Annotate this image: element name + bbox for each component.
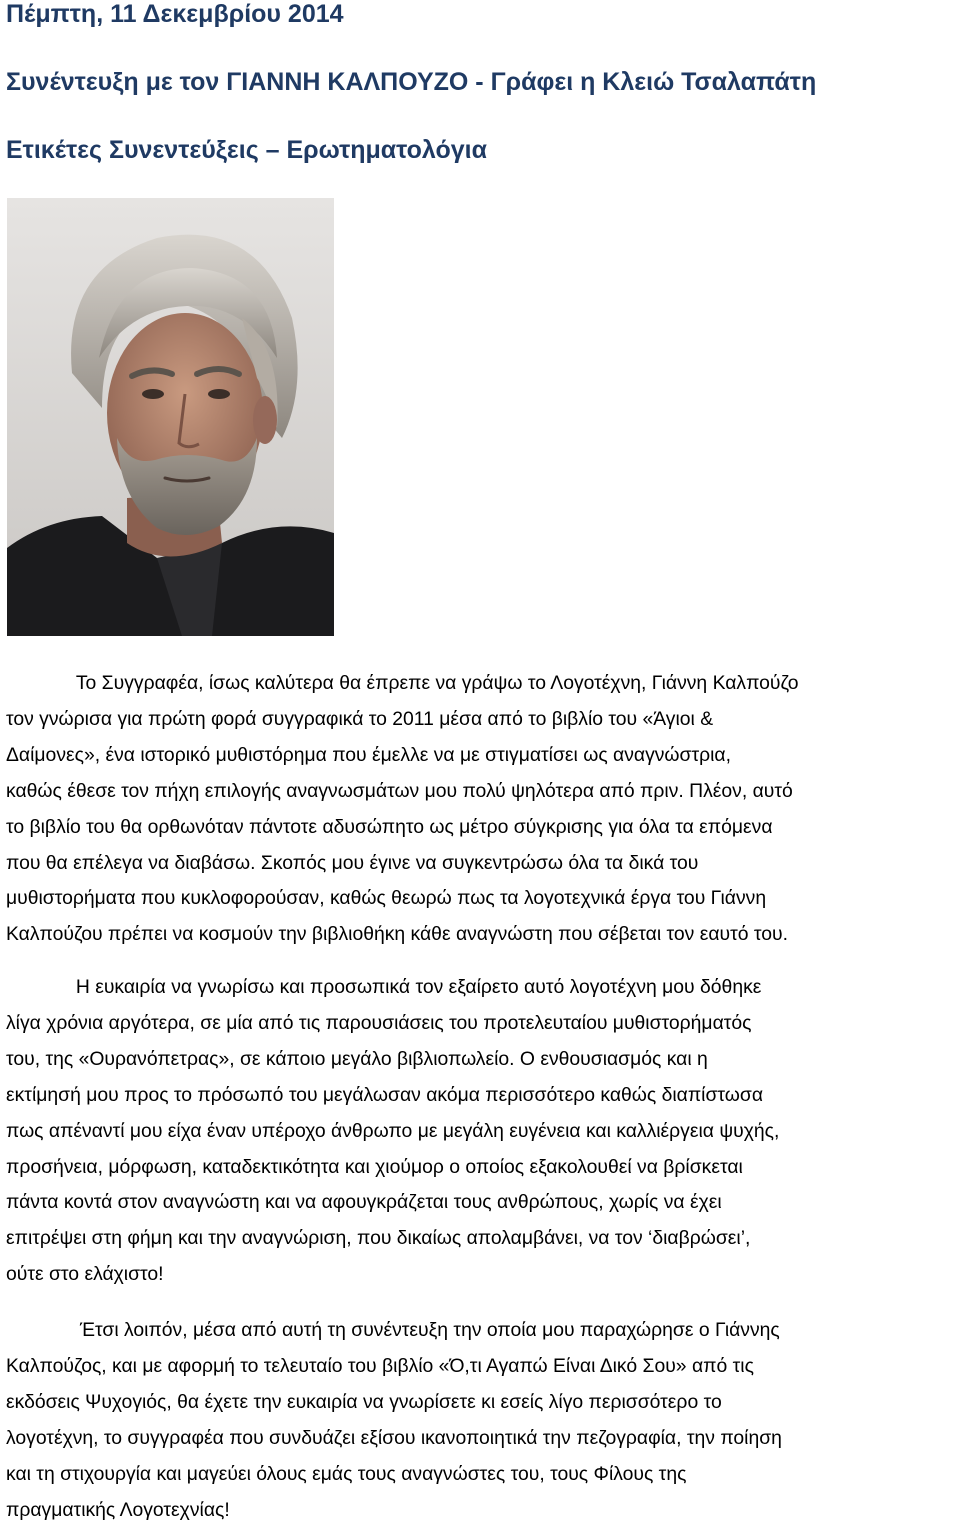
paragraph-line: το βιβλίο του θα ορθωνόταν πάντοτε αδυσώπητο ως μέτρο σύγκρισης για όλα τα επόμενα bbox=[6, 815, 773, 838]
paragraph-line: Δαίμονες», ένα ιστορικό μυθιστόρημα που έμελλε να με στιγματίσει ως αναγνώστρια, bbox=[6, 743, 731, 766]
paragraph-3 bbox=[6, 1313, 958, 1528]
paragraph-line: Η ευκαιρία να γνωρίσω και προσωπικά τον εξαίρετο αυτό λογοτέχνη μου δόθηκε bbox=[75, 976, 762, 998]
paragraph-line: Έτσι λοιπόν, μέσα από αυτή τη συνέντευξη την οποία μου παραχώρησε ο Γιάννης bbox=[79, 1319, 780, 1341]
paragraph-line: μυθιστορήματα που κυκλοφορούσαν, καθώς θεωρώ πως τα λογοτεχνικά έργα του Γιάννη bbox=[6, 887, 767, 910]
paragraph-line: του, της «Ουρανόπετρας», σε κάποιο μεγάλο βιβλιοπωλείο. Ο ενθουσιασμός και η bbox=[6, 1047, 708, 1070]
paragraph-line: προσήνεια, μόρφωση, καταδεκτικότητα και χιούμορ ο οποίος εξακολουθεί να βρίσκεται bbox=[6, 1155, 743, 1178]
paragraph-2 bbox=[6, 970, 958, 1293]
paragraph-line: που θα επέλεγα να διαβάσω. Σκοπός μου έγινε να συγκεντρώσω όλα τα δικά του bbox=[6, 851, 699, 874]
paragraph-line: λογοτέχνη, το συγγραφέα που συνδυάζει εξίσου ικανοποιητικά την πεζογραφία, την ποίηση bbox=[6, 1426, 782, 1449]
paragraph-line: Καλπούζος, και με αφορμή το τελευταίο του βιβλίο «Ό,τι Αγαπώ Είναι Δικό Σου» από τις bbox=[6, 1354, 754, 1377]
post-tags: Ετικέτες Συνεντεύξεις – Ερωτηματολόγια bbox=[6, 136, 487, 164]
paragraph-line: ούτε στο ελάχιστο! bbox=[6, 1263, 164, 1286]
paragraph-line: εκδόσεις Ψυχογιός, θα έχετε την ευκαιρία να γνωρίσετε κι εσείς λίγο περισσότερο το bbox=[6, 1390, 722, 1413]
paragraph-line: πως απέναντί μου είχα έναν υπέροχο άνθρωπο με μεγάλη ευγένεια και καλλιέργεια ψυχής, bbox=[6, 1119, 780, 1142]
paragraph-1 bbox=[6, 666, 958, 953]
paragraph-line: εκτίμησή μου προς το πρόσωπό του μεγάλωσαν ακόμα περισσότερο καθώς διαπίστωσα bbox=[6, 1083, 764, 1106]
paragraph-line: καθώς έθεσε τον πήχη επιλογής αναγνωσμάτων μου πολύ ψηλότερα από πριν. Πλέον, αυτό bbox=[6, 779, 793, 802]
post-title: Συνέντευξη με τον ΓΙΑΝΝΗ ΚΑΛΠΟΥΖΟ - Γράφει η Κλειώ Τσαλαπάτη bbox=[6, 68, 817, 96]
paragraph-line: λίγα χρόνια αργότερα, σε μία από τις παρουσιάσεις του προτελευταίου μυθιστορήματός bbox=[6, 1011, 752, 1034]
paragraph-line: Καλπούζου πρέπει να κοσμούν την βιβλιοθήκη κάθε αναγνώστη που σέβεται τον εαυτό του. bbox=[6, 923, 788, 946]
paragraph-line: πραγματικής Λογοτεχνίας! bbox=[6, 1498, 230, 1521]
paragraph-line: και τη στιχουργία και μαγεύει όλους εμάς τους αναγνώστες του, τους Φίλους της bbox=[6, 1462, 687, 1485]
author-portrait-icon bbox=[7, 198, 334, 636]
author-portrait-photo bbox=[7, 198, 334, 636]
post-date: Πέμπτη, 11 Δεκεμβρίου 2014 bbox=[6, 0, 344, 28]
paragraph-line: πάντα κοντά στον αναγνώστη και να αφουγκράζεται τους ανθρώπους, χωρίς να έχει bbox=[6, 1191, 722, 1214]
paragraph-line: Το Συγγραφέα, ίσως καλύτερα θα έπρεπε να γράψω το Λογοτέχνη, Γιάννη Καλπούζο bbox=[75, 672, 799, 694]
paragraph-line: τον γνώρισα για πρώτη φορά συγγραφικά το 2011 μέσα από το βιβλίο του «Άγιοι & bbox=[6, 707, 714, 730]
paragraph-line: επιτρέψει στη φήμη και την αναγνώριση, που δικαίως απολαμβάνει, να τον ‘διαβρώσει’, bbox=[6, 1227, 751, 1250]
